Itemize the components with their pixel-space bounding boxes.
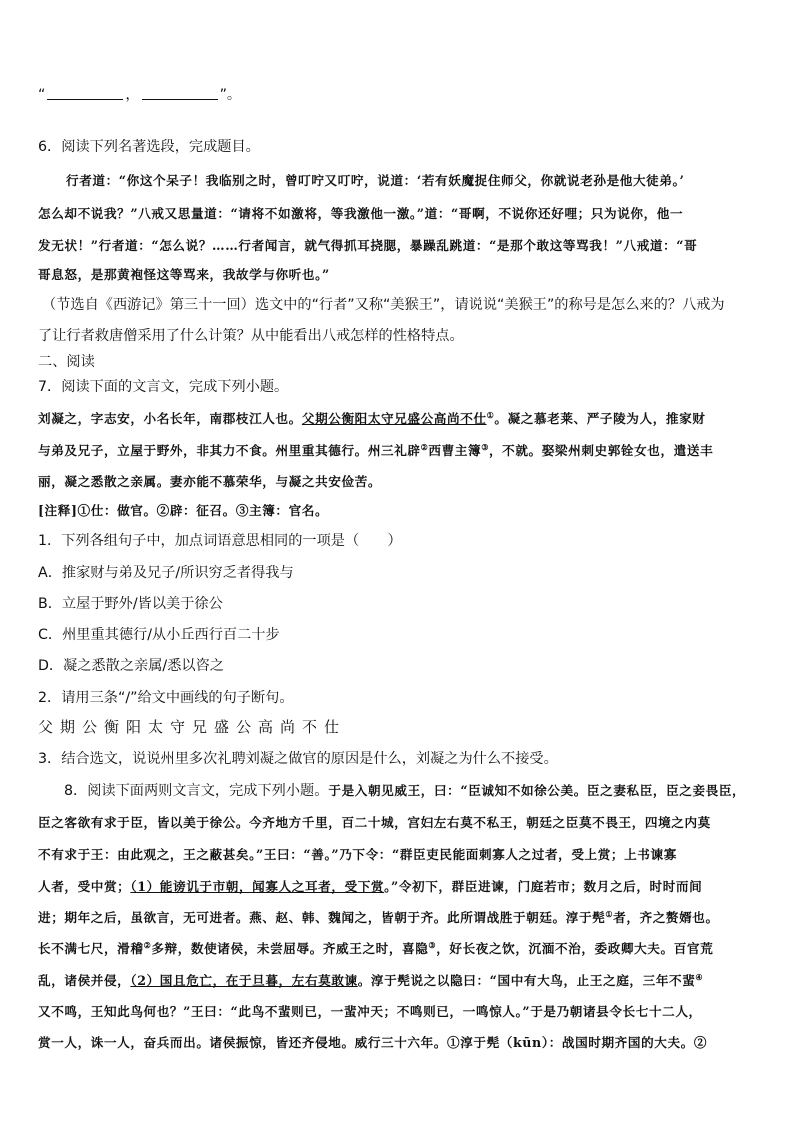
q7-notes: [注释]①仕：做官。②辟：征召。③主簿：官名。 [38, 503, 329, 518]
q7-passage-text: 西曹主簿 [428, 443, 482, 458]
note-marker-3: ③ [428, 939, 437, 950]
sentence-to-punctuate: 父期公衡阳太守兄盛公高尚不仕 [38, 718, 347, 736]
q6-passage-line-1: 行者道：“你这个呆子！我临别之时，曾叮咛又叮咛，说道：‘若有妖魔捉住师父，你就说老孙是他大徒弟。’ [66, 173, 685, 188]
note-marker-2: ② [420, 441, 429, 452]
q8-passage-text: ，好长夜之饮，沉湎不治，委政卿大夫。百官荒 [436, 941, 714, 956]
q8-line-3: 不有求于王：由此观之，王之蔽甚矣。”王曰：“善。”乃下令：“群臣吏民能面刺寡人之过者，受上赏；上书谏寡 [38, 847, 677, 862]
q8-passage-text: 进；期年之后，虽欲言，无可进者。燕、赵、韩、魏闻之，皆朝于齐。此所谓战胜于朝廷。淳于髡 [38, 910, 606, 925]
note-marker-1: ① [605, 908, 614, 919]
fill-blank-line [38, 84, 760, 104]
blank-comma: ， [125, 87, 140, 103]
q7-passage-line-3: 丽，凝之悉散之亲属。妻亦能不慕荣华，与凝之共安俭苦。 [38, 474, 382, 489]
note-marker-2: ② [143, 939, 152, 950]
q8-line-2: 臣之客欲有求于臣，皆以美于徐公。今齐地方千里，百二十城，宫妇左右莫不私王，朝廷之臣莫不畏王，四境之内莫 [38, 815, 711, 830]
q6-passage-line-3: 发无状！”行者道：“怎么说？……行者闻言，就气得抓耳挠腮，暴躁乱跳道：“是那个敢这等骂我！”八戒道：“哥 [38, 238, 698, 253]
q8-passage-text: 者，齐之赘婿也。 [613, 910, 719, 925]
q8-passage-text: 。”令初下，群臣进谏，门庭若市；数月之后，时时而间 [384, 879, 703, 894]
q7-sub-question-1: 1．下列各组句子中，加点词语意思相同的一项是（ ） [38, 533, 402, 549]
q8-line-1 [64, 780, 760, 800]
q8-title: 8．阅读下面两则文言文，完成下列小题。 [64, 783, 329, 799]
q7-sub-question-2: 2．请用三条“/”给文中画线的句子断句。 [38, 690, 294, 706]
q7-sub-question-3: 3．结合选文，说说州里多次礼聘刘凝之做官的原因是什么，刘凝之为什么不接受。 [38, 751, 558, 767]
q8-line-7 [38, 970, 760, 989]
option-c[interactable]: C．州里重其德行/从小丘西行百二十步 [38, 627, 280, 643]
answer-blank-2[interactable] [142, 87, 218, 100]
q8-line-5 [38, 907, 760, 926]
q8-line-9: 赏一人，诛一人，奋兵而出。诸侯振惊，皆还齐侵地。威行三十六年。①淳于髡（kūn）：战国时期齐国的大夫。② [38, 1035, 708, 1050]
option-d[interactable]: D．凝之悉散之亲属/悉以咨之 [38, 658, 224, 674]
q6-title: 6．阅读下列名著选段，完成题目。 [38, 139, 260, 155]
blank-close-quote: ”。 [219, 87, 242, 103]
q8-passage-text: 长不满七尺，滑稽 [38, 941, 144, 956]
q6-question-line-2: 了让行者救唐僧采用了什么计策？从中能看出八戒怎样的性格特点。 [38, 328, 464, 344]
q7-passage-text: 。凝之慕老莱、严子陵为人，推家财 [494, 411, 706, 426]
q8-passage-text: 乱，诸侯并侵， [38, 973, 131, 988]
q7-underlined-sentence: 父期公衡阳太守兄盛公高尚不仕 [301, 411, 487, 426]
q8-line-8: 又不鸣，王知此鸟何也？”王曰：“此鸟不蜚则已，一蜚冲天；不鸣则已，一鸣惊人。”于是乃朝诸县令长七十二人， [38, 1004, 702, 1019]
note-marker-4: ④ [695, 971, 704, 982]
note-marker-3: ③ [481, 441, 489, 452]
q7-title: 7．阅读下面的文言文，完成下列小题。 [38, 379, 289, 395]
q8-line-6 [38, 938, 760, 957]
q7-passage-text: 与弟及兄子，立屋于野外，非其力不食。州里重其德行。州三礼辟 [38, 443, 421, 458]
q8-underlined-sentence-1: （1）能谤讥于市朝，闻寡人之耳者，受下赏 [130, 879, 385, 894]
section-heading: 二、阅读 [38, 354, 95, 370]
q8-passage-text: 。淳于髡说之以隐曰：“国中有大鸟，止王之庭，三年不蜚 [357, 973, 696, 988]
q6-passage-line-2: 怎么却不说我？”八戒又思量道：“请将不如激将，等我激他一激。”道：“哥啊，不说你还好哩；只为说你，他一 [38, 206, 684, 221]
q7-passage-line-2 [38, 440, 760, 459]
answer-blank-1[interactable] [47, 87, 123, 100]
q8-line-4 [38, 876, 760, 895]
q8-passage-text: 于是入朝见威王，曰：“臣诚知不如徐公美。臣之妻私臣，臣之妾畏臣， [328, 783, 746, 798]
q6-passage-line-4: 哥息怒，是那黄袍怪这等骂来，我故学与你听也。” [38, 267, 330, 282]
q8-underlined-sentence-2: （2）国且危亡，在于旦暮，左右莫敢谏 [130, 973, 358, 988]
q6-question-line-1: （节选自《西游记》第三十一回）选文中的“行者”又称“美猴王”，请说说“美猴王”的称号是怎么来的？八戒为 [42, 297, 725, 313]
q7-passage-line-1 [38, 408, 760, 427]
q8-passage-text: 多辩，数使诸侯，未尝屈辱。齐威王之时，喜隐 [151, 941, 429, 956]
q8-passage-text: 人者，受中赏； [38, 879, 131, 894]
option-b[interactable]: B．立屋于野外/皆以美于徐公 [38, 596, 223, 612]
q7-passage-text: 刘凝之，字志安，小名长年，南郡枝江人也。 [38, 411, 302, 426]
q7-passage-text: ，不就。娶梁州刺史郭铨女也，遣送丰 [488, 443, 714, 458]
blank-open-quote: “ [38, 87, 46, 103]
note-marker-1: ① [486, 409, 495, 420]
option-a[interactable]: A．推家财与弟及兄子/所识穷乏者得我与 [38, 565, 294, 581]
